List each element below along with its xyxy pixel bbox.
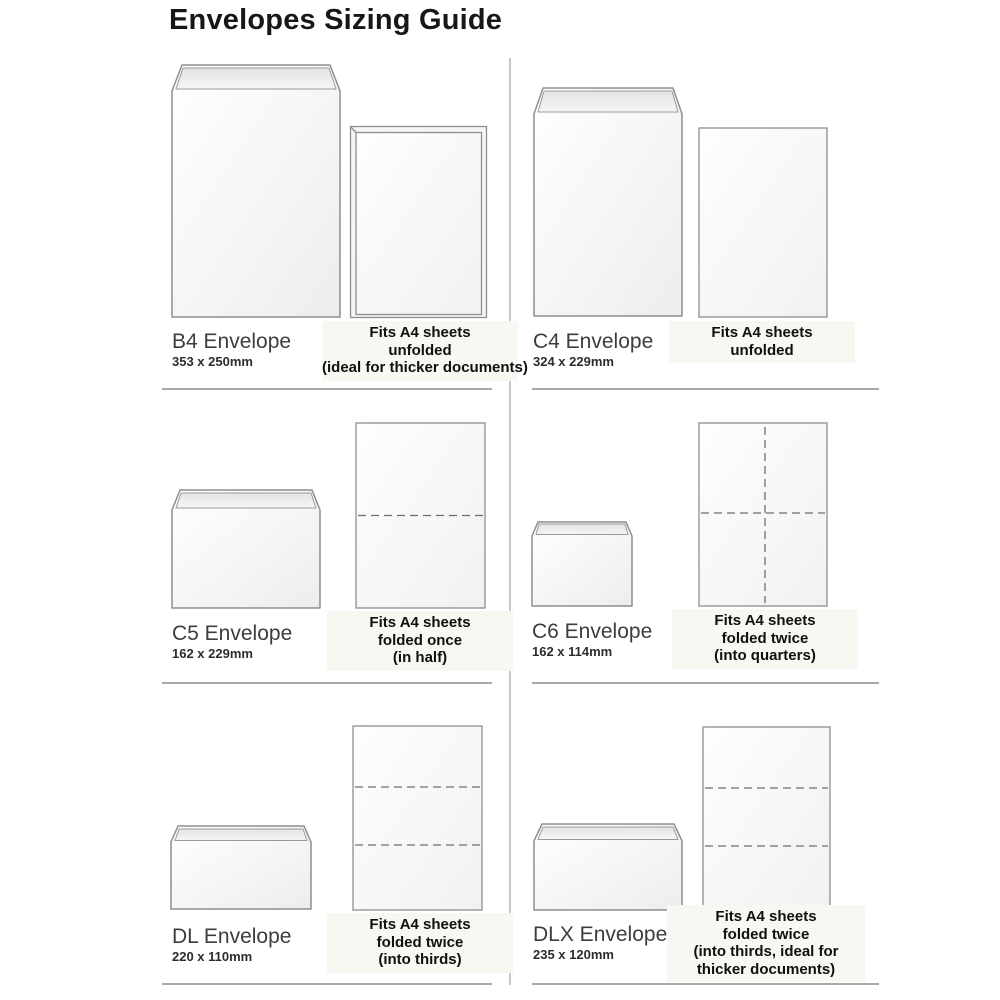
caption-line: (into quarters) [714, 647, 816, 664]
envelope-dimensions: 324 x 229mm [533, 354, 614, 369]
row-divider [162, 388, 492, 390]
caption-line: Fits A4 sheets [715, 908, 817, 925]
envelope-name: DL Envelope [172, 925, 292, 948]
caption-line: (in half) [392, 649, 448, 666]
row-divider [532, 983, 879, 985]
envelope-dimensions: 162 x 229mm [172, 646, 253, 661]
b4-envelope-icon [170, 63, 342, 319]
page-title: Envelopes Sizing Guide [169, 4, 503, 36]
b4-a4-stack-icon [348, 124, 490, 320]
envelope-name: DLX Envelope [533, 923, 668, 946]
c4-a4-sheet-icon [698, 127, 828, 318]
caption-line: folded twice [721, 629, 809, 647]
caption-line: Fits A4 sheets [711, 324, 813, 341]
dl-a4-folded-thirds-icon [352, 725, 483, 911]
envelope-dimensions: 162 x 114mm [532, 644, 613, 659]
fit-caption [327, 913, 513, 973]
caption-line: Fits A4 sheets [369, 324, 471, 341]
caption-line: thicker documents) [696, 960, 836, 978]
c4-envelope-icon [532, 86, 684, 318]
envelope-dimensions: 353 x 250mm [172, 354, 253, 369]
dl-envelope-icon [169, 824, 313, 911]
row-divider [162, 682, 492, 684]
fit-caption [667, 905, 865, 982]
dlx-envelope-icon [532, 822, 684, 912]
caption-line: unfolded [730, 341, 794, 359]
caption-line: folded twice [722, 925, 810, 943]
envelope-name: B4 Envelope [172, 330, 292, 353]
envelope-name: C4 Envelope [533, 330, 654, 353]
caption-line: folded once [377, 631, 463, 649]
c5-a4-folded-once-icon [355, 422, 486, 609]
caption-line: (ideal for thicker documents) [322, 359, 528, 376]
row-divider [162, 983, 492, 985]
fit-caption [669, 321, 855, 363]
row-divider [532, 388, 879, 390]
row-divider [532, 682, 879, 684]
envelope-dimensions: 235 x 120mm [533, 947, 614, 962]
c6-envelope-icon [530, 520, 634, 608]
envelope-name: C5 Envelope [172, 622, 293, 645]
envelope-dimensions: 220 x 110mm [172, 949, 253, 964]
caption-line: unfolded [388, 341, 452, 359]
envelope-name: C6 Envelope [532, 620, 653, 643]
caption-line: (into thirds, ideal for [693, 943, 839, 960]
c6-a4-folded-quarters-icon [698, 422, 828, 607]
dlx-a4-folded-thirds-icon [702, 726, 831, 910]
fit-caption [672, 609, 858, 669]
caption-line: folded twice [376, 933, 464, 951]
caption-line: Fits A4 sheets [714, 612, 816, 629]
fit-caption [322, 321, 528, 381]
caption-line: Fits A4 sheets [369, 916, 471, 933]
caption-line: Fits A4 sheets [369, 614, 471, 631]
caption-line: (into thirds) [378, 951, 462, 968]
c5-envelope-icon [170, 488, 322, 610]
fit-caption [327, 611, 513, 671]
column-divider [509, 58, 511, 985]
